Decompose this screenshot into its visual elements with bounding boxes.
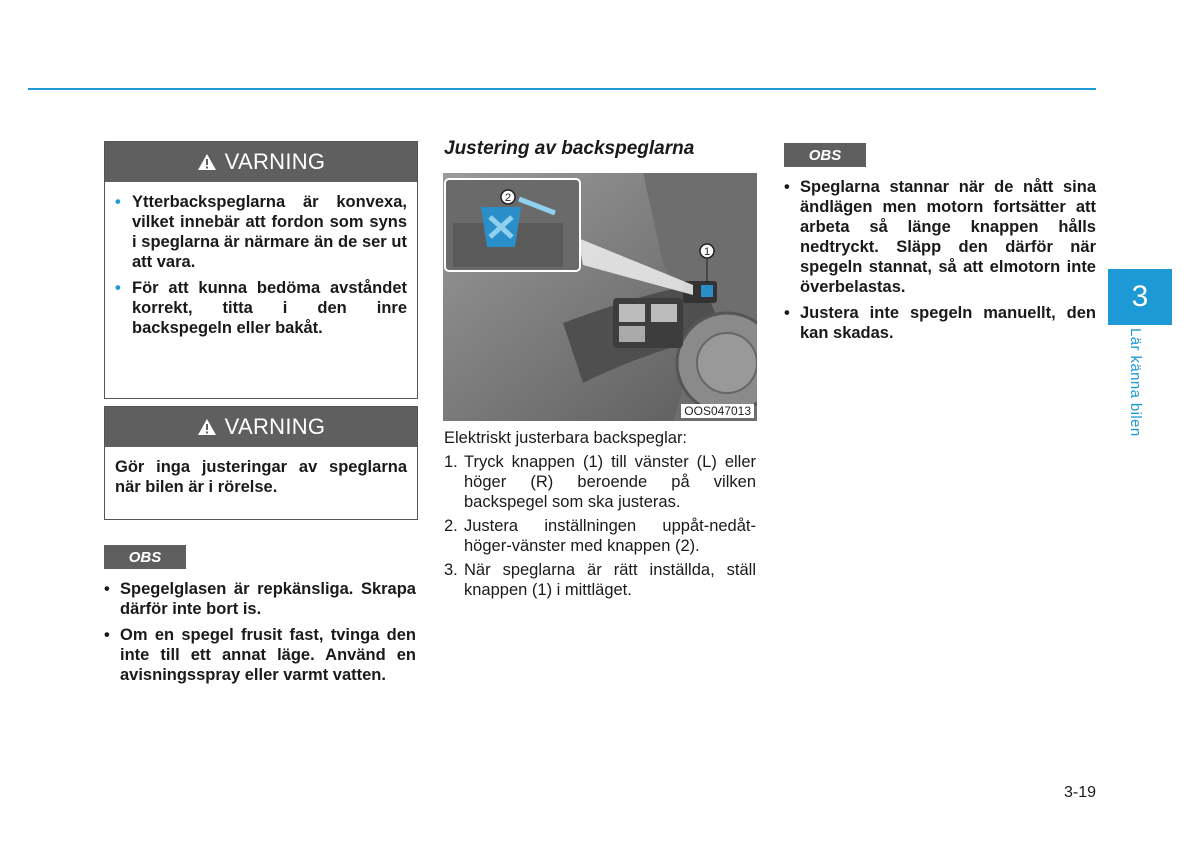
obs-list (104, 579, 416, 691)
obs-tag: OBS (784, 143, 866, 167)
warning-title: VARNING (224, 414, 326, 439)
bullet-icon: • (104, 580, 110, 598)
step-item: 1. Tryck knappen (1) till vänster (L) eller höger (R) beroende på vilken backspegel som ska justeras. (444, 453, 756, 511)
chapter-tab: 3 (1108, 269, 1172, 325)
warning-header (105, 142, 417, 182)
page-number: 3-19 (1063, 784, 1096, 801)
door-panel-illustration (443, 173, 757, 421)
bullet-icon: • (104, 626, 110, 644)
warning-item: • Ytterbackspeglarna är konvexa, vilket innebär att fordon som syns i speglarna är närmare än de ser ut att vara. (115, 193, 407, 271)
callout-2: 2 (504, 192, 512, 204)
obs-item: • Spegelglasen är repkänsliga. Skrapa därför inte bort is. (104, 580, 416, 618)
bullet-icon: • (115, 279, 121, 297)
obs-tag: OBS (104, 545, 186, 569)
section-title: Justering av backspeglarna (444, 138, 695, 159)
warning-box-1 (104, 141, 418, 399)
warning-triangle-icon (197, 418, 217, 436)
chapter-label: Lär känna bilen (1127, 328, 1144, 437)
figure-code: OOS047013 (681, 404, 754, 418)
warning-triangle-icon (197, 153, 217, 171)
obs-list (784, 177, 1096, 349)
obs-item: • Justera inte spegeln manuellt, den kan skadas. (784, 304, 1096, 342)
warning-text: Gör inga justeringar av speglarna när bilen är i rörelse. (115, 458, 407, 496)
instructions (444, 428, 756, 604)
obs-item: • Speglarna stannar när de nått sina ändlägen men motorn fortsätter att arbeta så länge knappen hålls nedtryckt. Släpp den därför när spegeln stannat, så att elmotorn inte överbelastas. (784, 178, 1096, 296)
warning-header (105, 407, 417, 447)
obs-item: • Om en spegel frusit fast, tvinga den inte till ett annat läge. Använd en avisningsspray eller varmt vatten. (104, 626, 416, 684)
callout-1: 1 (703, 246, 711, 258)
instructions-intro: Elektriskt justerbara backspeglar: (444, 429, 688, 447)
top-rule (28, 88, 1096, 90)
warning-title: VARNING (224, 149, 326, 174)
bullet-icon: • (784, 304, 790, 322)
warning-item: • För att kunna bedöma avståndet korrekt, titta i den inre backspegeln eller bakåt. (115, 279, 407, 337)
bullet-icon: • (115, 193, 121, 211)
step-item: 3. När speglarna är rätt inställda, ställ knappen (1) i mittläget. (444, 561, 756, 599)
step-item: 2. Justera inställningen uppåt-nedåt-höger-vänster med knappen (2). (444, 517, 756, 555)
door-switch-figure (443, 173, 757, 421)
bullet-icon: • (784, 178, 790, 196)
warning-box-2 (104, 406, 418, 520)
